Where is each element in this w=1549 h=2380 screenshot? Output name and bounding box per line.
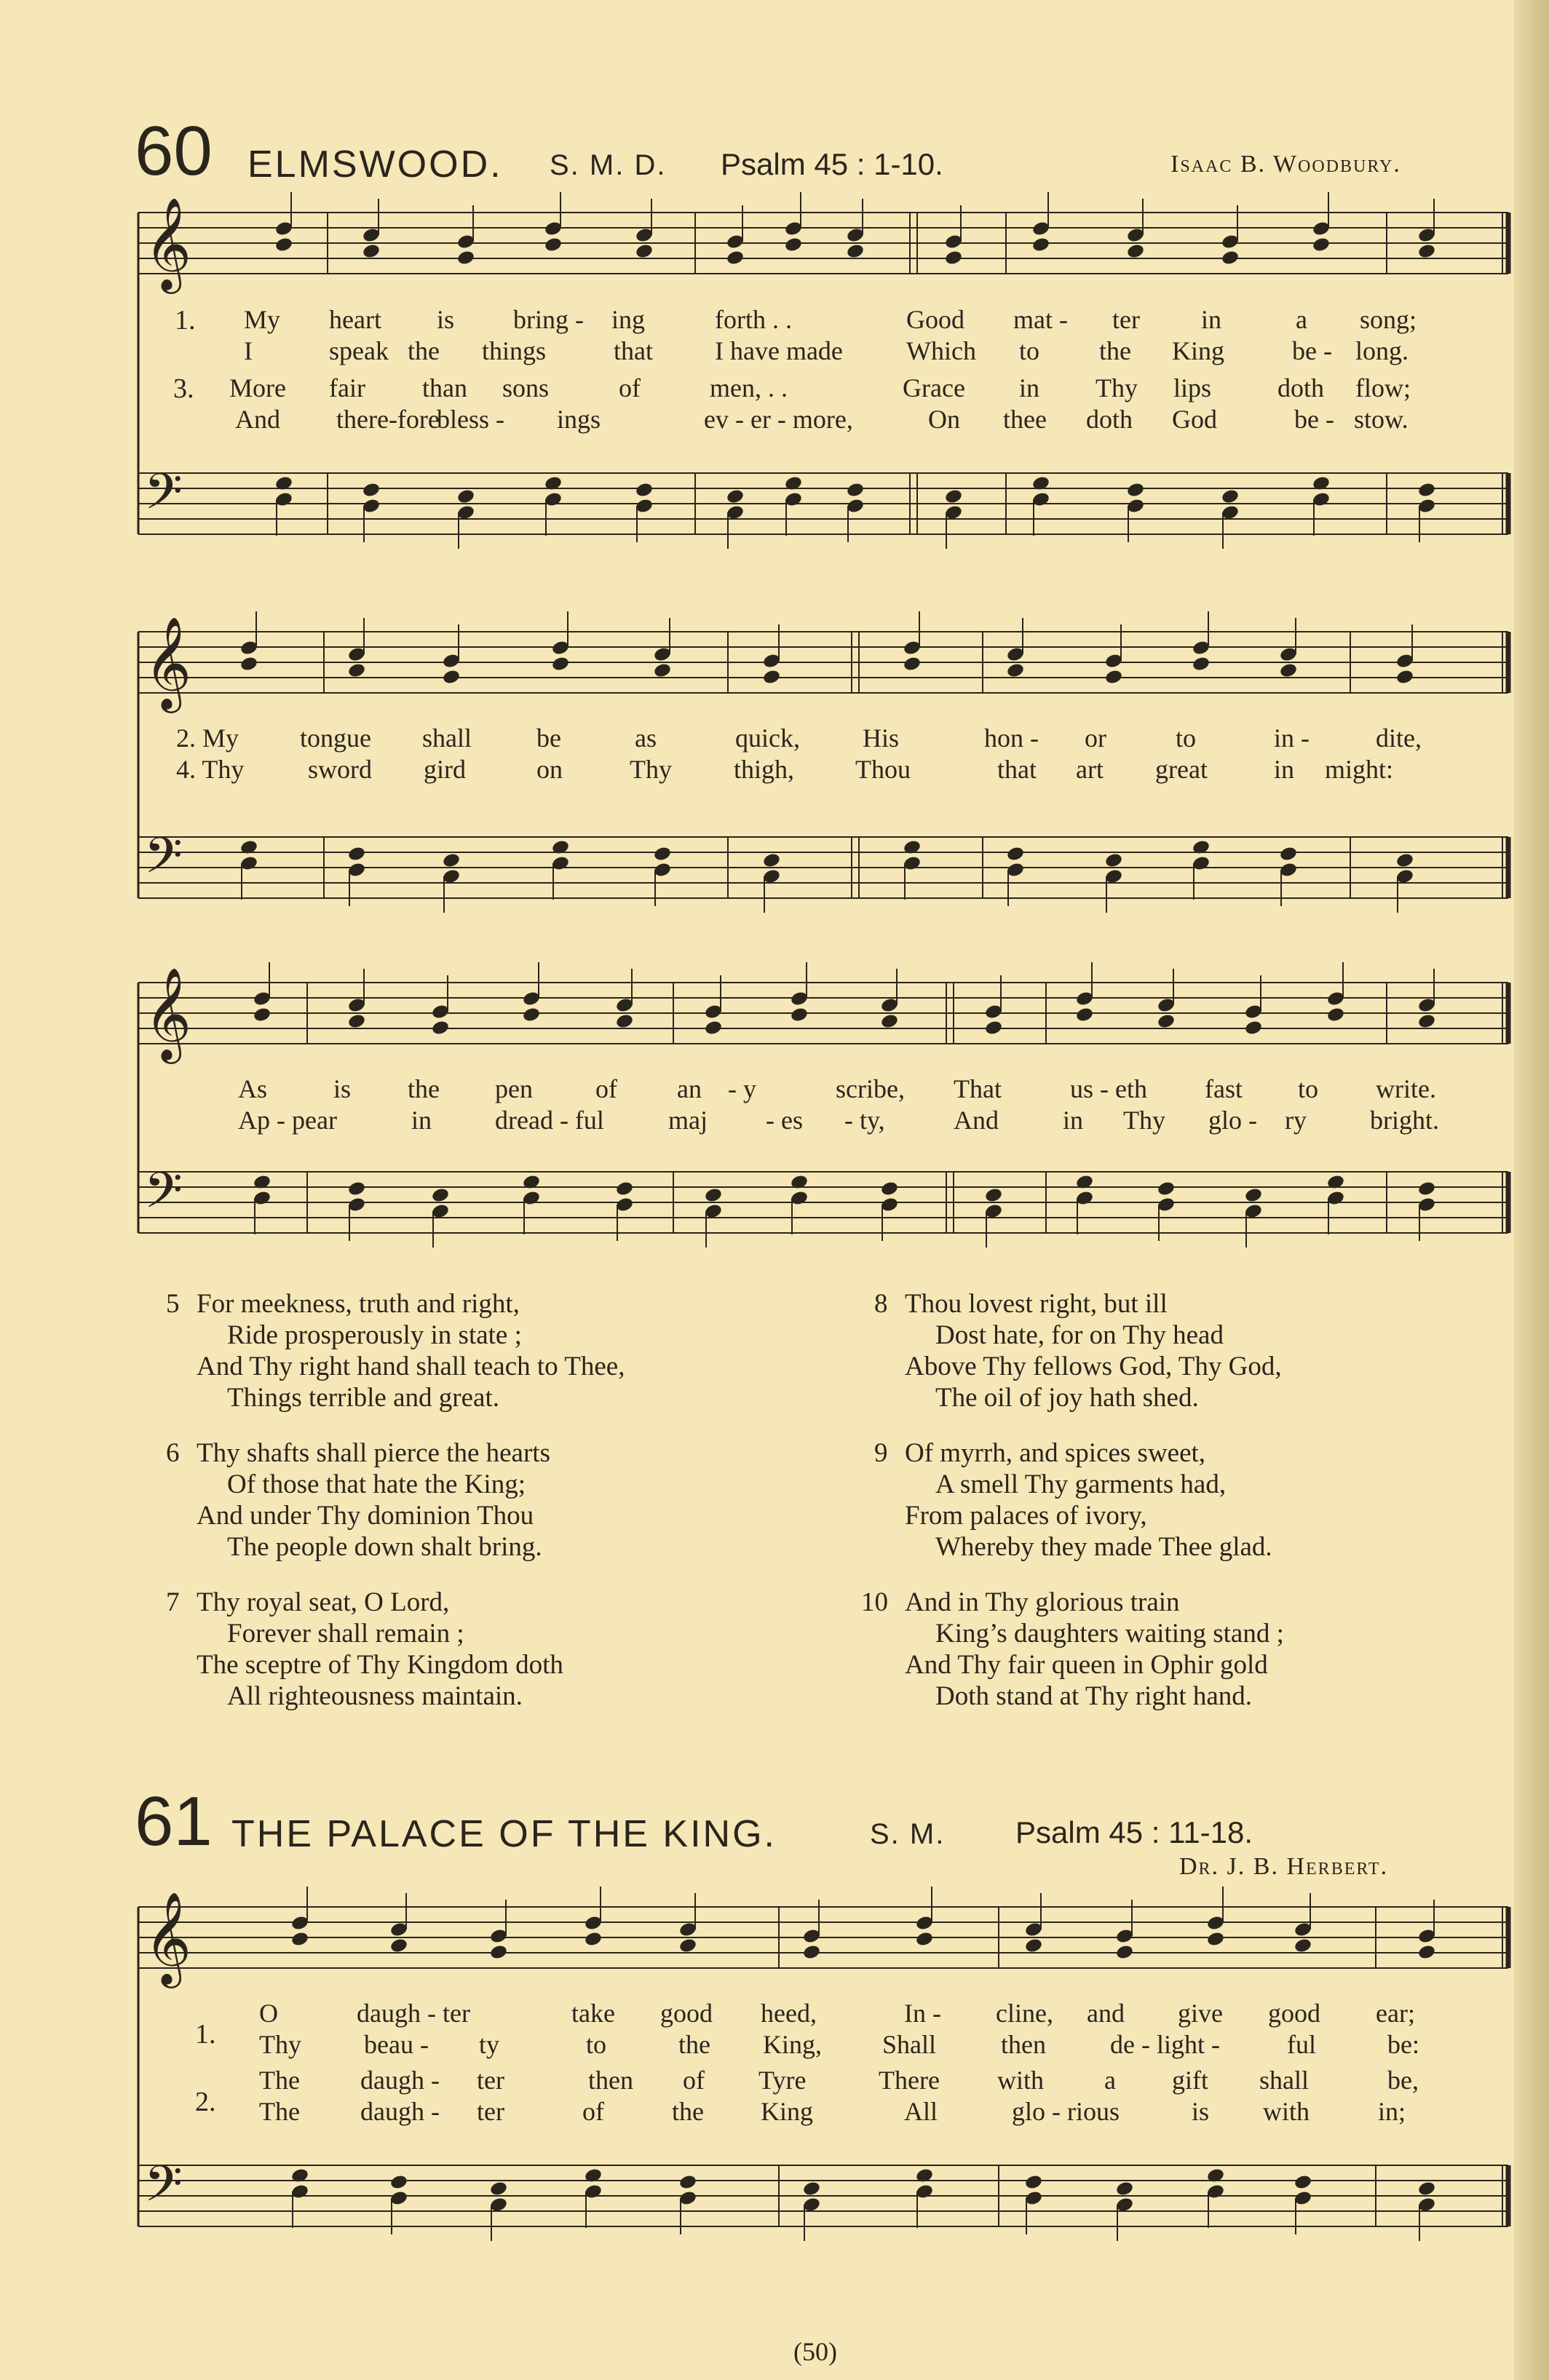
h60-s3-treble-note: [790, 1007, 809, 1023]
stanza-line: The people down shalt bring.: [227, 1532, 542, 1562]
h60-s1-treble-note: [1221, 250, 1240, 266]
h60-s1-treble-note: [846, 243, 865, 260]
hymn-psalm-60: Psalm 45 : 1-10.: [721, 147, 943, 181]
h60-s2-treble-note: [551, 656, 570, 673]
stanza-line: King’s daughters waiting stand ;: [935, 1619, 1284, 1649]
treble-clef-icon: 𝄞: [144, 197, 192, 290]
lyric-syllable: Thy: [259, 2030, 301, 2059]
h61-s1-treble-note: [389, 1937, 408, 1954]
h60-s2-treble-note: [347, 662, 366, 679]
lyric-syllable: sword: [308, 755, 372, 784]
h60-s3-treble-note: [522, 1007, 541, 1023]
lyric-syllable: quick,: [735, 723, 800, 753]
h60-s3-treble-note: [1417, 1013, 1436, 1030]
h61-s1-treble-note: [290, 1931, 309, 1948]
h61-s1-treble-note: [1115, 1944, 1134, 1961]
h60-s3-treble-note: [1244, 1020, 1263, 1036]
lyric-syllable: to: [1298, 1074, 1319, 1103]
lyric-syllable: and: [1087, 1999, 1125, 2028]
lyric-syllable: than: [422, 373, 467, 402]
lyric-syllable: us - eth: [1070, 1074, 1147, 1103]
lyric-syllable: is: [437, 305, 455, 334]
lyric-syllable: that: [997, 755, 1037, 784]
lyric-syllable: And: [954, 1106, 999, 1135]
lyric-syllable: And: [235, 405, 280, 434]
lyric-syllable: bright.: [1370, 1106, 1439, 1135]
lyric-syllable: the: [408, 1074, 440, 1103]
lyric-syllable: with: [997, 2066, 1045, 2095]
lyric-syllable: tongue: [300, 723, 371, 753]
h60-s1-bass-note: [635, 482, 654, 499]
stanza-number: 6: [166, 1438, 180, 1468]
lyric-syllable: bring -: [513, 305, 584, 334]
stanza-line: Things terrible and great.: [227, 1383, 499, 1413]
lyric-syllable: Ap - pear: [238, 1106, 337, 1135]
lyric-syllable: King: [1172, 336, 1224, 365]
lyric-syllable: or: [1085, 723, 1106, 753]
lyric-syllable: I have made: [715, 336, 843, 365]
lyric-syllable: be:: [1387, 2030, 1419, 2059]
lyric-syllable: Good: [906, 305, 964, 334]
lyric-syllable: cline,: [996, 1999, 1053, 2028]
hymn-composer-61: Dr. J. B. Herbert.: [1179, 1853, 1389, 1880]
lyric-syllable: long.: [1355, 336, 1409, 365]
stanza-line: And Thy right hand shall teach to Thee,: [197, 1352, 625, 1381]
h60-s2-treble-note: [762, 669, 781, 686]
h60-s3-bass-note: [704, 1187, 723, 1204]
lyric-syllable: sons: [502, 373, 550, 402]
h60-s1-treble-note: [456, 250, 475, 266]
lyric-syllable: Shall: [882, 2030, 937, 2059]
h60-s2-treble-note: [442, 669, 461, 686]
lyric-syllable: maj: [668, 1106, 708, 1135]
h60-s3-treble-note: [431, 1020, 450, 1036]
lyric-syllable: God: [1172, 405, 1217, 434]
lyric-syllable: to: [1019, 336, 1040, 365]
lyric-syllable: ter: [477, 2097, 504, 2126]
h61-s1-treble-note: [584, 1931, 603, 1948]
lyric-syllable: In -: [904, 1999, 941, 2028]
lyric-syllable: ear;: [1376, 1999, 1415, 2028]
stanza-line: For meekness, truth and right,: [197, 1289, 520, 1319]
lyric-syllable: gird: [424, 755, 466, 784]
lyric-syllable: there-fore: [336, 405, 440, 434]
lyric-syllable: the: [672, 2097, 704, 2126]
lyric-syllable: take: [571, 1999, 615, 2028]
lyric-syllable: Thy: [1096, 373, 1138, 402]
lyric-syllable: might:: [1325, 755, 1394, 784]
lyric-syllable: in;: [1378, 2097, 1406, 2126]
lyric-syllable: then: [588, 2066, 633, 2095]
lyric-syllable: His: [863, 723, 900, 753]
h60-s1-bass-note: [456, 488, 475, 505]
lyric-syllable: write.: [1376, 1074, 1436, 1103]
h60-s1-bass-note: [726, 488, 745, 505]
lyric-syllable: 4. Thy: [176, 755, 245, 784]
bass-clef-icon: 𝄢: [144, 464, 183, 533]
stanza-line: From palaces of ivory,: [905, 1501, 1147, 1531]
lyric-syllable: fast: [1205, 1074, 1243, 1103]
stanza-mark: 2.: [195, 2087, 216, 2117]
lyric-syllable: of: [582, 2097, 604, 2126]
lyric-syllable: Tyre: [758, 2066, 807, 2095]
hymn-psalm-61: Psalm 45 : 11-18.: [1015, 1815, 1253, 1849]
h60-s3-bass-note: [347, 1181, 366, 1197]
h60-s3-treble-note: [704, 1020, 723, 1036]
lyric-syllable: on: [536, 755, 563, 784]
stanza-number: 10: [861, 1587, 888, 1617]
h60-s2-bass-note: [1395, 852, 1414, 869]
h61-s1-bass-note: [1024, 2174, 1043, 2191]
lyric-syllable: to: [586, 2030, 607, 2059]
h61-s1-treble-note: [1206, 1931, 1225, 1948]
h60-s2-bass-note: [442, 852, 461, 869]
stanza-line: A smell Thy garments had,: [935, 1469, 1227, 1499]
lyric-syllable: be,: [1387, 2066, 1419, 2095]
h61-s1-bass-note: [678, 2174, 697, 2191]
lyric-syllable: On: [928, 405, 960, 434]
lyric-syllable: bless -: [437, 405, 504, 434]
lyric-syllable: in: [1274, 755, 1295, 784]
lyric-syllable: shall: [1259, 2066, 1309, 2095]
lyric-syllable: fair: [329, 373, 365, 402]
lyric-syllable: give: [1178, 1999, 1223, 2028]
h60-s1-bass-note: [1417, 482, 1436, 499]
lyric-syllable: be -: [1292, 336, 1332, 365]
h60-s1-treble-note: [944, 250, 963, 266]
lyric-syllable: the: [678, 2030, 710, 2059]
lyric-syllable: doth: [1086, 405, 1133, 434]
lyric-syllable: things: [482, 336, 547, 365]
h60-s2-bass-note: [1006, 846, 1025, 862]
stanza-mark: 3.: [173, 373, 194, 404]
h60-s3-treble-note: [1326, 1007, 1345, 1023]
stanza-number: 5: [166, 1289, 180, 1319]
stanza-line: Thou lovest right, but ill: [905, 1289, 1168, 1319]
h60-s1-treble-note: [635, 243, 654, 260]
h60-s2-treble-note: [1279, 662, 1298, 679]
h60-s3-treble-note: [347, 1013, 366, 1030]
lyric-syllable: Thy: [1123, 1106, 1165, 1135]
lyric-syllable: a: [1104, 2066, 1116, 2095]
lyric-syllable: forth . .: [715, 305, 792, 334]
lyric-syllable: as: [635, 723, 657, 753]
lyric-syllable: King,: [763, 2030, 822, 2059]
treble-clef-icon: 𝄞: [144, 616, 192, 709]
h61-s1-bass-note: [1115, 2181, 1134, 2197]
h60-s1-treble-note: [1031, 237, 1050, 253]
stanza-line: And in Thy glorious train: [905, 1587, 1180, 1617]
stanza-line: Of those that hate the King;: [227, 1469, 526, 1499]
h60-s3-bass-note: [431, 1187, 450, 1204]
h60-s1-bass-note: [944, 488, 963, 505]
lyric-syllable: ter: [1112, 305, 1140, 334]
lyric-syllable: in: [1201, 305, 1222, 334]
lyric-syllable: in -: [1274, 723, 1310, 753]
h60-s1-bass-note: [846, 482, 865, 499]
h60-s1-treble-note: [1312, 237, 1331, 253]
lyric-syllable: lips: [1173, 373, 1212, 402]
stanza-mark: 1.: [195, 2019, 216, 2050]
lyric-syllable: the: [1099, 336, 1131, 365]
h61-s1-bass-note: [1417, 2181, 1436, 2197]
lyric-syllable: ful: [1287, 2030, 1316, 2059]
h60-s1-treble-note: [784, 237, 803, 253]
lyric-syllable: then: [1001, 2030, 1046, 2059]
hymn-title-60: ELMSWOOD.: [247, 143, 503, 186]
lyric-syllable: men, . .: [710, 373, 788, 402]
lyric-syllable: I: [244, 336, 253, 365]
lyric-syllable: Which: [906, 336, 976, 365]
stanza-line: Thy shafts shall pierce the hearts: [197, 1438, 550, 1468]
lyric-syllable: ry: [1285, 1106, 1307, 1135]
lyric-syllable: ing: [611, 305, 646, 334]
lyric-syllable: doth: [1277, 373, 1325, 402]
lyric-syllable: glo -: [1208, 1106, 1257, 1135]
lyric-syllable: an: [677, 1074, 702, 1103]
lyric-syllable: art: [1076, 755, 1104, 784]
stanza-line: Whereby they made Thee glad.: [935, 1532, 1272, 1562]
lyric-syllable: ev - er - more,: [704, 405, 853, 434]
lyric-syllable: with: [1263, 2097, 1310, 2126]
h60-s1-bass-note: [362, 482, 381, 499]
h60-s3-bass-note: [1244, 1187, 1263, 1204]
lyric-syllable: ter: [477, 2066, 504, 2095]
lyric-syllable: song;: [1360, 305, 1417, 334]
stanza-line: Thy royal seat, O Lord,: [197, 1587, 450, 1617]
lyric-syllable: ings: [557, 405, 601, 434]
lyric-syllable: Grace: [903, 373, 965, 402]
lyric-syllable: glo - rious: [1012, 2097, 1120, 2126]
treble-clef-icon: 𝄞: [144, 1891, 192, 1984]
treble-clef-icon: 𝄞: [144, 967, 192, 1060]
hymn-title-61: THE PALACE OF THE KING.: [231, 1813, 777, 1855]
lyric-syllable: - ty,: [844, 1106, 885, 1135]
h60-s3-bass-note: [880, 1181, 899, 1197]
h60-s2-bass-note: [653, 846, 672, 862]
h60-s3-bass-note: [984, 1187, 1003, 1204]
h60-s3-treble-note: [253, 1007, 272, 1023]
h60-s2-treble-note: [239, 656, 258, 673]
hymn-number-60: 60: [135, 112, 213, 190]
lyric-syllable: shall: [422, 723, 472, 753]
lyric-syllable: speak: [329, 336, 389, 365]
h60-s3-treble-note: [1157, 1013, 1176, 1030]
lyric-syllable: As: [238, 1074, 268, 1103]
lyric-syllable: heart: [329, 305, 381, 334]
h60-s3-treble-note: [615, 1013, 634, 1030]
h60-s2-bass-note: [1279, 846, 1298, 862]
lyric-syllable: to: [1176, 723, 1197, 753]
h60-s2-treble-note: [903, 656, 922, 673]
stanza-line: Above Thy fellows God, Thy God,: [905, 1352, 1282, 1381]
lyric-syllable: thigh,: [734, 755, 795, 784]
h60-s2-bass-note: [347, 846, 366, 862]
lyric-syllable: in: [1019, 373, 1040, 402]
stanza-line: Doth stand at Thy right hand.: [935, 1681, 1253, 1711]
h61-s1-bass-note: [489, 2181, 508, 2197]
h61-s1-treble-note: [1024, 1937, 1043, 1954]
lyric-syllable: King: [761, 2097, 813, 2126]
lyric-syllable: That: [954, 1074, 1002, 1103]
h60-s2-treble-note: [1104, 669, 1123, 686]
stanza-line: And Thy fair queen in Ophir gold: [905, 1650, 1268, 1680]
hymn-meter-60: S. M. D.: [550, 149, 667, 181]
h60-s1-treble-note: [362, 243, 381, 260]
h60-s3-treble-note: [880, 1013, 899, 1030]
lyric-syllable: My: [244, 305, 281, 334]
h60-s3-bass-note: [615, 1181, 634, 1197]
h60-s3-treble-note: [984, 1020, 1003, 1036]
lyric-syllable: O: [259, 1999, 278, 2028]
lyric-syllable: a: [1296, 305, 1307, 334]
h60-s1-bass-note: [1221, 488, 1240, 505]
h60-s3-treble-note: [1075, 1007, 1094, 1023]
lyric-syllable: stow.: [1354, 405, 1409, 434]
lyric-syllable: The: [259, 2066, 300, 2095]
stanza-line: The sceptre of Thy Kingdom doth: [197, 1650, 563, 1680]
hymn-number-61: 61: [135, 1782, 213, 1860]
h60-s1-treble-note: [726, 250, 745, 266]
lyric-syllable: - es: [766, 1106, 803, 1135]
lyric-syllable: thee: [1003, 405, 1047, 434]
h61-s1-treble-note: [1417, 1944, 1436, 1961]
h60-s2-treble-note: [1192, 656, 1211, 673]
lyric-syllable: good: [1268, 1999, 1320, 2028]
lyric-syllable: pen: [495, 1074, 533, 1103]
lyric-syllable: - y: [728, 1074, 756, 1103]
lyric-syllable: be: [536, 723, 561, 753]
h61-s1-bass-note: [1294, 2174, 1312, 2191]
lyric-syllable: hon -: [984, 723, 1039, 753]
h61-s1-treble-note: [915, 1931, 934, 1948]
stanza-number: 8: [874, 1289, 888, 1319]
h60-s1-treble-note: [274, 237, 293, 253]
bass-clef-icon: 𝄢: [144, 828, 183, 897]
stanza-line: Forever shall remain ;: [227, 1619, 464, 1649]
lyric-syllable: of: [683, 2066, 705, 2095]
bass-clef-icon: 𝄢: [144, 2156, 183, 2225]
lyric-syllable: good: [660, 1999, 713, 2028]
stanza-mark: 1.: [175, 305, 196, 336]
lyric-syllable: heed,: [761, 1999, 817, 2028]
stanza-number: 9: [874, 1438, 888, 1468]
lyric-syllable: dite,: [1376, 723, 1422, 753]
lyric-syllable: of: [595, 1074, 617, 1103]
lyric-syllable: mat -: [1013, 305, 1068, 334]
lyric-syllable: the: [408, 336, 440, 365]
h60-s3-bass-note: [1157, 1181, 1176, 1197]
lyric-syllable: ty: [479, 2030, 500, 2059]
h61-s1-treble-note: [678, 1937, 697, 1954]
lyric-syllable: de - light -: [1110, 2030, 1220, 2059]
lyric-syllable: of: [619, 373, 641, 402]
lyric-syllable: The: [259, 2097, 300, 2126]
h60-s2-treble-note: [653, 662, 672, 679]
hymn-composer-60: Isaac B. Woodbury.: [1170, 151, 1401, 178]
lyric-syllable: flow;: [1355, 373, 1411, 402]
lyric-syllable: is: [333, 1074, 352, 1103]
lyric-syllable: that: [614, 336, 653, 365]
lyric-syllable: Thy: [630, 755, 672, 784]
lyric-syllable: scribe,: [836, 1074, 905, 1103]
lyric-syllable: More: [229, 373, 286, 402]
h61-s1-bass-note: [802, 2181, 821, 2197]
lyric-syllable: great: [1155, 755, 1208, 784]
stanza-line: And under Thy dominion Thou: [197, 1501, 534, 1531]
stanza-number: 7: [166, 1587, 180, 1617]
lyric-syllable: gift: [1172, 2066, 1208, 2095]
lyric-syllable: daugh -: [360, 2097, 440, 2126]
lyric-syllable: in: [1063, 1106, 1084, 1135]
lyric-syllable: is: [1192, 2097, 1210, 2126]
h61-s1-treble-note: [802, 1944, 821, 1961]
h61-s1-treble-note: [489, 1944, 508, 1961]
stanza-line: Of myrrh, and spices sweet,: [905, 1438, 1206, 1468]
h60-s1-treble-note: [544, 237, 563, 253]
lyric-syllable: in: [411, 1106, 432, 1135]
stanza-line: The oil of joy hath shed.: [935, 1383, 1199, 1413]
lyric-syllable: daugh -: [360, 2066, 440, 2095]
h60-s1-bass-note: [1126, 482, 1145, 499]
h60-s1-treble-note: [1126, 243, 1145, 260]
stanza-line: All righteousness maintain.: [227, 1681, 523, 1711]
h60-s2-bass-note: [762, 852, 781, 869]
lyric-syllable: Thou: [855, 755, 911, 784]
h60-s2-treble-note: [1006, 662, 1025, 679]
lyric-syllable: beau -: [364, 2030, 429, 2059]
page-number: (50): [793, 2337, 837, 2366]
h60-s2-bass-note: [1104, 852, 1123, 869]
h60-s2-treble-note: [1395, 669, 1414, 686]
h61-s1-treble-note: [1294, 1937, 1312, 1954]
lyric-syllable: All: [904, 2097, 938, 2126]
stanza-line: Dost hate, for on Thy head: [935, 1320, 1224, 1350]
lyric-syllable: 2. My: [176, 723, 239, 753]
h60-s3-bass-note: [1417, 1181, 1436, 1197]
bass-clef-icon: 𝄢: [144, 1162, 183, 1231]
stanza-line: Ride prosperously in state ;: [227, 1320, 522, 1350]
h61-s1-bass-note: [389, 2174, 408, 2191]
h60-s1-treble-note: [1417, 243, 1436, 260]
lyric-syllable: There: [879, 2066, 940, 2095]
lyric-syllable: daugh - ter: [357, 1999, 470, 2028]
hymn-meter-61: S. M.: [870, 1818, 946, 1850]
lyric-syllable: be -: [1294, 405, 1334, 434]
lyric-syllable: dread - ful: [495, 1106, 604, 1135]
